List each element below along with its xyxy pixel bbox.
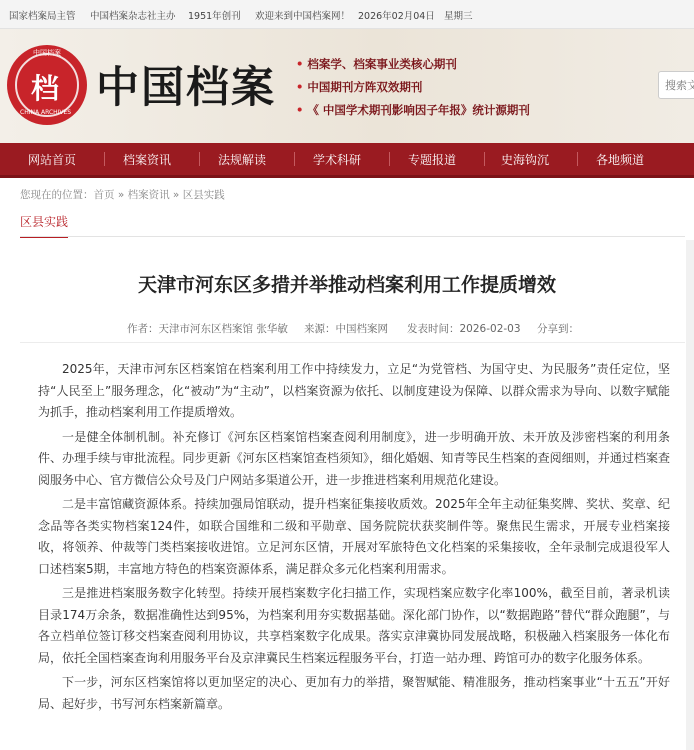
supervisor-text: 国家档案局主管	[9, 11, 76, 22]
weekday-text: 星期三	[444, 11, 473, 22]
nav-item-regions[interactable]: 各地频道	[596, 153, 645, 167]
article-paragraph: 一是健全体制机制。补充修订《河东区档案馆档案查阅利用制度》，进一步明确开放、未开放及涉密档案的利用条件、办理手续与审批流程。同步更新《河东区档案馆查档须知》，细化婚姻、知青等民生档案的查阅细则，并通过档案查阅服务中心、官方微信公众号及门户网站多渠道公开，进一步推进档案利用规范化建设。	[38, 429, 670, 487]
nav-item-history[interactable]: 史海钩沉	[501, 153, 550, 167]
search-input[interactable]	[658, 71, 694, 99]
section-divider	[20, 236, 685, 237]
masthead	[0, 29, 694, 143]
bullet-icon: •	[296, 80, 304, 94]
nav-divider	[104, 152, 105, 166]
article-source: 来源：中国档案网	[304, 323, 388, 335]
nav-item-home[interactable]: 网站首页	[28, 153, 77, 167]
meta-divider	[20, 342, 685, 343]
nav-divider	[577, 152, 578, 166]
logo-en-text: CHINA ARCHIVES	[20, 109, 72, 116]
bullet-icon: •	[296, 57, 304, 71]
nav-divider	[484, 152, 485, 166]
article-body	[38, 359, 670, 718]
nav-item-research[interactable]: 学术科研	[313, 153, 362, 167]
sponsor-text: 中国档案杂志社主办	[90, 11, 176, 22]
breadcrumb[interactable]: 您现在的位置：首页 » 档案资讯 » 区县实践	[20, 189, 225, 201]
logo-cn-text: 中国档案	[33, 49, 61, 57]
nav-divider	[389, 152, 390, 166]
article-title: 天津市河东区多措并举推动档案利用工作提质增效	[137, 274, 556, 296]
welcome-text: 欢迎来到中国档案网！	[255, 11, 351, 22]
founded-text: 1951年创刊	[188, 11, 241, 22]
bullet-icon: •	[296, 103, 304, 117]
article-paragraph: 二是丰富馆藏资源体系。持续加强局馆联动，提升档案征集接收质效。2025年全年主动征集奖牌、奖状、奖章、纪念品等各类实物档案124件，如联合国维和二级和平勋章、国务院院状获奖制件等。聚焦民生需求，开展专业档案接收，将领养、仲裁等门类档案接收进馆。立足河东区情，开展对军旅特色文化档案的采集接收，全年录制完成退役军人口述档案5期，丰富地方特色的档案资源体系，满足群众多元化档案利用需求。	[38, 497, 670, 576]
scrollbar[interactable]	[686, 240, 694, 750]
article-author: 作者：天津市河东区档案馆 张华敏	[127, 323, 288, 335]
article-paragraph: 下一步，河东区档案馆将以更加坚定的决心、更加有力的举措，聚智赋能、精准服务，推动档案事业“十五五”开好局、起好步，书写河东档案新篇章。	[38, 675, 670, 711]
nav-item-news[interactable]: 档案资讯	[123, 153, 172, 167]
article-date: 发表时间：2026-02-03	[407, 323, 521, 335]
article-paragraph: 2025年，天津市河东区档案馆在档案利用工作中持续发力，立足“为党管档、为国守史、为民服务”责任定位，坚持“人民至上”服务理念，化“被动”为“主动”，以档案资源为依托、以制度建设为保障、以群众需求为导向、以数字赋能为抓手，推动档案利用工作提质增效。	[38, 362, 670, 419]
brand-title: 中国档案	[96, 63, 276, 113]
date-text: 2026年02月04日	[358, 11, 435, 22]
main-nav	[0, 143, 694, 178]
slogan-1: • 档案学、档案事业类核心期刊	[296, 57, 457, 71]
slogan-2: • 中国期刊方阵双效期刊	[296, 80, 423, 94]
site-logo[interactable]	[7, 45, 87, 125]
nav-divider	[294, 152, 295, 166]
logo-glyph: 档	[31, 72, 60, 105]
nav-divider	[199, 152, 200, 166]
nav-item-regulations[interactable]: 法规解读	[218, 153, 267, 167]
nav-item-features[interactable]: 专题报道	[408, 153, 457, 167]
slogan-3: • 《 中国学术期刊影响因子年报》统计源期刊	[296, 103, 530, 117]
article-paragraph: 三是推进档案服务数字化转型。持续开展档案数字化扫描工作，实现档案应数字化率100%，截至目前，著录机读目录174万余条，数据准确性达到95%，为档案利用夯实数据基础。深化部门协作，以“数据跑路”替代“群众跑腿”，与各立档单位签订移交档案查阅利用协议，共享档案数字化成果。落实京津冀协同发展战略，积极融入档案服务一体化布局，依托全国档案查询利用服务平台及京津冀民生档案远程服务平台，打造一站办理、跨馆可办的数字化服务体系。	[38, 586, 670, 665]
top-info-bar	[0, 0, 694, 29]
section-tab[interactable]: 区县实践	[20, 213, 68, 238]
share-label[interactable]: 分享到：	[537, 323, 579, 335]
